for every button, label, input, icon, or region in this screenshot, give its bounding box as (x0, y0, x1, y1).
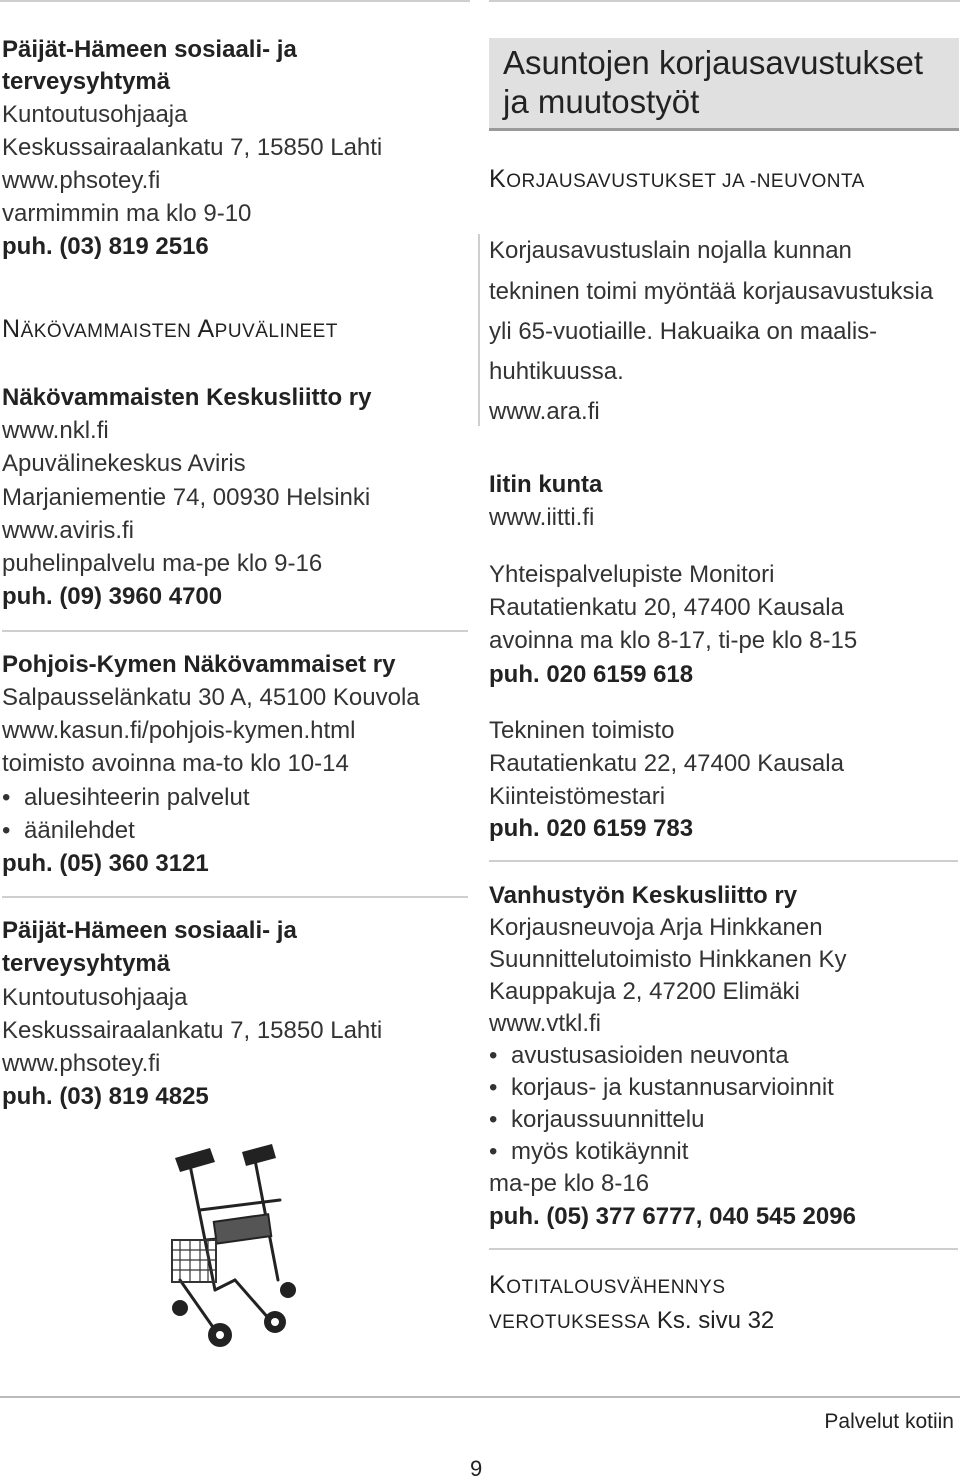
section-heading-tax-deduction-line2: VEROTUKSESSA Ks. sivu 32 (489, 1307, 775, 1334)
role: Kuntoutusohjaaja (2, 984, 188, 1011)
left-handle (175, 1148, 215, 1172)
opening-hours: toimisto avoinna ma-to klo 10-14 (2, 750, 349, 777)
website-link[interactable]: www.iitti.fi (489, 504, 595, 531)
org-name: Vanhustyön Keskusliitto ry (489, 882, 798, 909)
seat (214, 1214, 272, 1243)
address: Kauppakuja 2, 47200 Elimäki (489, 978, 800, 1005)
opening-hours: varmimmin ma klo 9-10 (2, 200, 252, 227)
opening-hours: avoinna ma klo 8-17, ti-pe klo 8-15 (489, 627, 858, 654)
divider (2, 630, 468, 632)
role: Kuntoutusohjaaja (2, 101, 188, 128)
phone-number: puh. (05) 377 6777, 040 545 2096 (489, 1203, 856, 1230)
company: Suunnittelutoimisto Hinkkanen Ky (489, 946, 847, 973)
phone-number: puh. (09) 3960 4700 (2, 583, 223, 610)
bullet-item: • äänilehdet (2, 817, 135, 845)
phone-number: puh. (05) 360 3121 (2, 850, 209, 877)
role: Kiinteistömestari (489, 783, 666, 810)
website-link[interactable]: www.aviris.fi (2, 517, 135, 544)
org-name: Pohjois-Kymen Näkövammaiset ry (2, 651, 396, 678)
page-title: Asuntojen korjausavustukset (503, 44, 924, 81)
org-name: Iitin kunta (489, 471, 603, 498)
intro-text: Korjausavustuslain nojalla kunnan (489, 237, 852, 264)
bullet-item: • avustusasioiden neuvonta (489, 1042, 789, 1070)
intro-text: tekninen toimi myöntää korjausavustuksia (489, 278, 934, 305)
org-name: Näkövammaisten Keskusliitto ry (2, 384, 372, 411)
address: Keskussairaalankatu 7, 15850 Lahti (2, 134, 383, 161)
rollator-walker-illustration (160, 1140, 310, 1355)
website-link[interactable]: www.nkl.fi (2, 417, 109, 444)
org-name: terveysyhtymä (2, 950, 171, 977)
office-name: Yhteispalvelupiste Monitori (489, 561, 775, 588)
wheel (280, 1282, 296, 1298)
address: Keskussairaalankatu 7, 15850 Lahti (2, 1017, 383, 1044)
org-name: terveysyhtymä (2, 68, 171, 95)
divider (489, 860, 958, 862)
bullet-item: • korjaus- ja kustannusarvioinnit (489, 1074, 834, 1102)
website-link[interactable]: www.kasun.fi/pohjois-kymen.html (2, 717, 356, 744)
address: Rautatienkatu 20, 47400 Kausala (489, 594, 844, 621)
section-heading-tax-deduction: KOTITALOUSVÄHENNYS (489, 1271, 726, 1299)
phone-number: puh. 020 6159 618 (489, 661, 694, 688)
address: Marjaniementie 74, 00930 Helsinki (2, 484, 371, 511)
bullet-item: • aluesihteerin palvelut (2, 784, 249, 812)
intro-margin-line (478, 234, 480, 426)
section-heading-repair-grants: KORJAUSAVUSTUKSET JA -NEUVONTA (489, 165, 865, 193)
phone-number: puh. (03) 819 2516 (2, 233, 209, 260)
section-heading-aids: NÄKÖVAMMAISTEN APUVÄLINEET (2, 315, 338, 343)
address: Rautatienkatu 22, 47400 Kausala (489, 750, 844, 777)
bullet-item: • myös kotikäynnit (489, 1138, 688, 1166)
wheel (172, 1300, 188, 1316)
intro-text: huhtikuussa. (489, 358, 624, 385)
website-link[interactable]: www.phsotey.fi (2, 167, 161, 194)
org-subname: Apuvälinekeskus Aviris (2, 450, 246, 477)
role: Korjausneuvoja Arja Hinkkanen (489, 914, 823, 941)
phone-number: puh. (03) 819 4825 (2, 1083, 209, 1110)
website-link[interactable]: www.phsotey.fi (2, 1050, 161, 1077)
intro-text: yli 65-vuotiaille. Hakuaika on maalis- (489, 318, 878, 345)
opening-hours: puhelinpalvelu ma-pe klo 9-16 (2, 550, 323, 577)
org-name: Päijät-Hämeen sosiaali- ja (2, 917, 297, 944)
divider (2, 896, 468, 898)
website-link[interactable]: www.ara.fi (489, 398, 600, 425)
footer-rule (0, 1396, 960, 1398)
website-link[interactable]: www.vtkl.fi (489, 1010, 602, 1037)
phone-number: puh. 020 6159 783 (489, 815, 694, 842)
org-name: Päijät-Hämeen sosiaali- ja (2, 36, 297, 63)
page-reference: Ks. sivu 32 (650, 1307, 775, 1334)
divider (489, 1248, 958, 1250)
office-name: Tekninen toimisto (489, 717, 675, 744)
bullet-item: • korjaussuunnittelu (489, 1106, 704, 1134)
address: Salpausselänkatu 30 A, 45100 Kouvola (2, 684, 420, 711)
page-number: 9 (470, 1456, 483, 1481)
right-handle (242, 1144, 276, 1166)
page-title: ja muutostyöt (503, 83, 700, 120)
footer-section-title: Palvelut kotiin (824, 1410, 954, 1433)
opening-hours: ma-pe klo 8-16 (489, 1170, 650, 1197)
